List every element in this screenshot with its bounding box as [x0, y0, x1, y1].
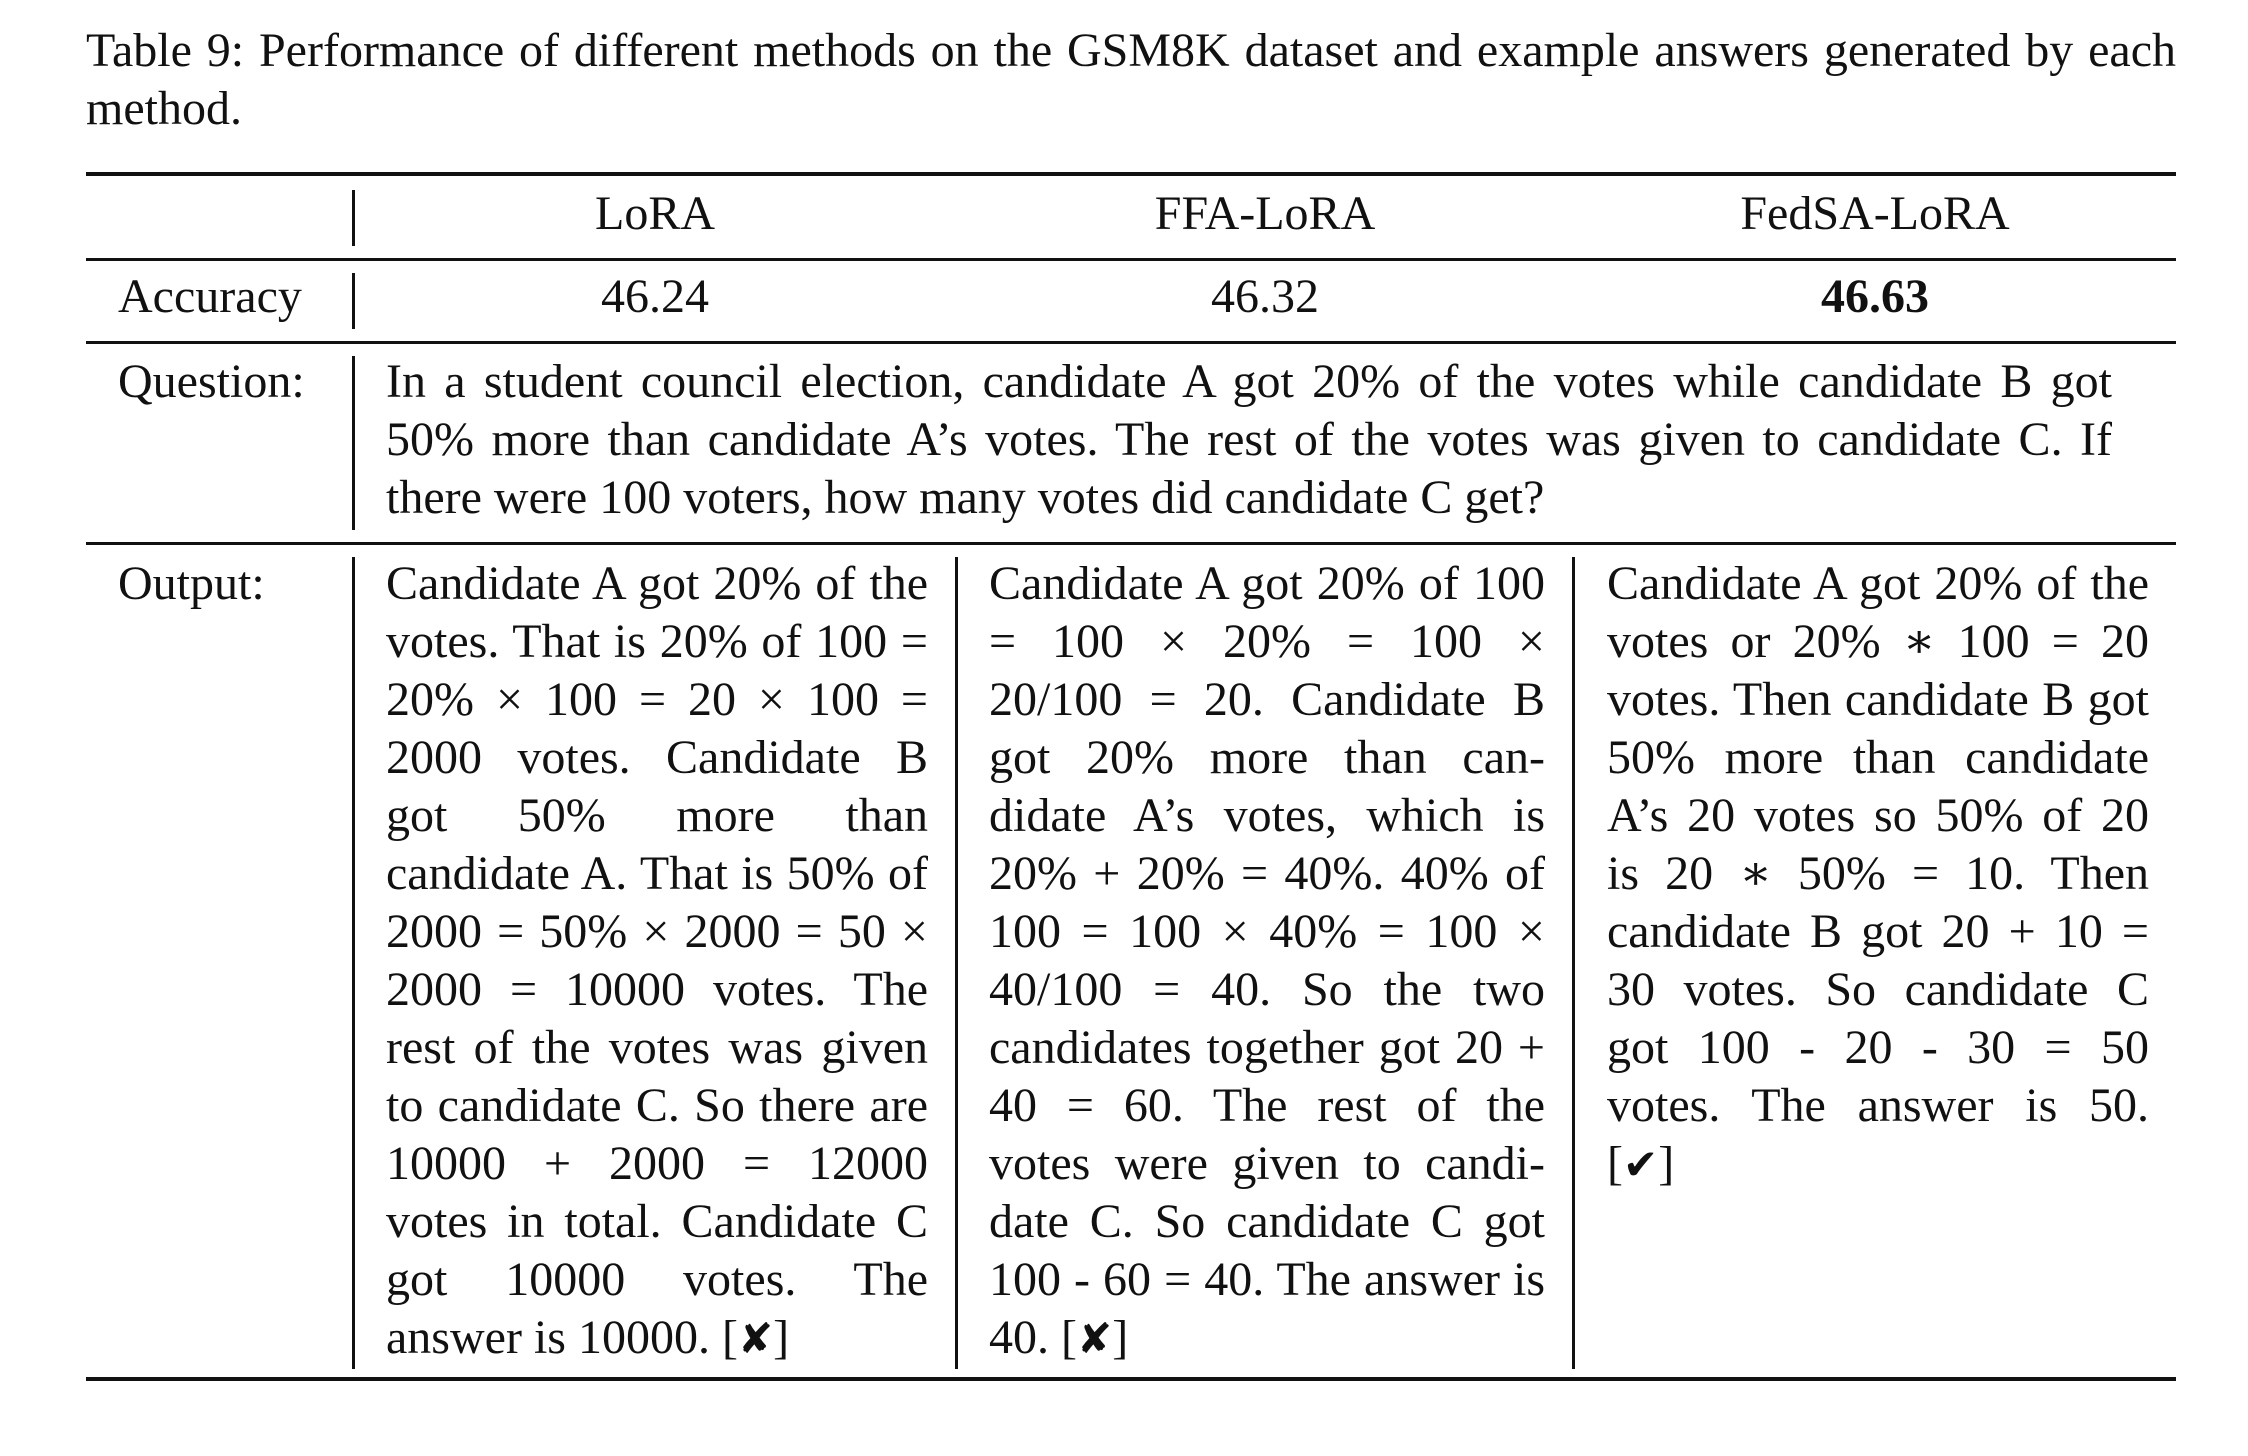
accuracy-ffa-lora: 46.32 — [1211, 270, 1319, 323]
output-fedsa-lora — [1607, 555, 2149, 1194]
output-close-bracket: ] — [773, 1311, 790, 1364]
question-label: Question: — [118, 355, 305, 408]
accuracy-fedsa-lora: 46.63 — [1821, 270, 1929, 323]
column-header-lora: LoRA — [595, 187, 715, 240]
output-close-bracket: ] — [1658, 1137, 1675, 1190]
output-text: Candidate A got 20% of the votes. That is 20% of 100 = 20% × 100 = 20 × 100 = 2000 votes. Candidate B got 50% more than candidate A. That is 50% of 2000 = 50% × 2000 = 50 × 2000 = 10000 votes. The rest of the votes was given to candidate C. So there are 10000 + 2000 = 12000 votes in total. Candidate C got 10000 votes. The answer is 10000. [ — [386, 557, 928, 1364]
accuracy-lora: 46.24 — [601, 270, 709, 323]
question-rule — [86, 542, 2176, 545]
output-divider-3 — [1572, 557, 1575, 1369]
top-rule — [86, 172, 2176, 176]
accuracy-label: Accuracy — [118, 270, 302, 323]
bottom-rule — [86, 1377, 2176, 1381]
table-caption: Table 9: Performance of different methods on the GSM8K dataset and example answers generated by each method. — [86, 24, 2176, 135]
cross-mark-icon: ✘ — [1076, 1314, 1113, 1363]
question-text: In a student council election, candidate A got 20% of the votes while candidate B got 50% more than candidate A’s votes. The rest of the votes was given to candidate C. If there were 100 voters, how many votes did candidate C get? — [386, 355, 2112, 524]
accuracy-rule — [86, 341, 2176, 344]
column-header-ffa-lora: FFA-LoRA — [1154, 187, 1376, 240]
check-mark-icon: ✔ — [1622, 1140, 1659, 1189]
output-divider-1 — [352, 557, 355, 1369]
column-header-fedsa-lora: FedSA-LoRA — [1740, 187, 2010, 240]
output-text: Candidate A got 20% of the votes or 20% ∗ 100 = 20 votes. Then candidate B got 50% more than candidate A’s 20 votes so 50% of 20 is 20 ∗ 50% = 10. Then candidate B got 20 + 10 = 30 votes. So candidate C got 100 - 20 - 30 = 50 votes. The answer is 50. [ — [1607, 557, 2149, 1190]
header-rule — [86, 258, 2176, 261]
cross-mark-icon: ✘ — [737, 1314, 774, 1363]
output-text: Candidate A got 20% of 100 = 100 × 20% = 100 × 20/100 = 20. Candidate B got 20% more than candidate A’s votes, which is 20% + 20% = 40%. 40% of 100 = 100 × 40% = 100 × 40/100 = 40. So the two candidates together got 20 + 40 = 60. The rest of the votes were given to candidate C. So candidate C got 100 - 60 = 40. The answer is 40. [ — [989, 557, 1545, 1364]
output-label: Output: — [118, 557, 265, 610]
question-divider — [352, 356, 355, 530]
output-divider-2 — [955, 557, 958, 1369]
output-lora — [386, 555, 928, 1368]
output-ffa-lora — [989, 555, 1545, 1368]
output-close-bracket: ] — [1112, 1311, 1129, 1364]
